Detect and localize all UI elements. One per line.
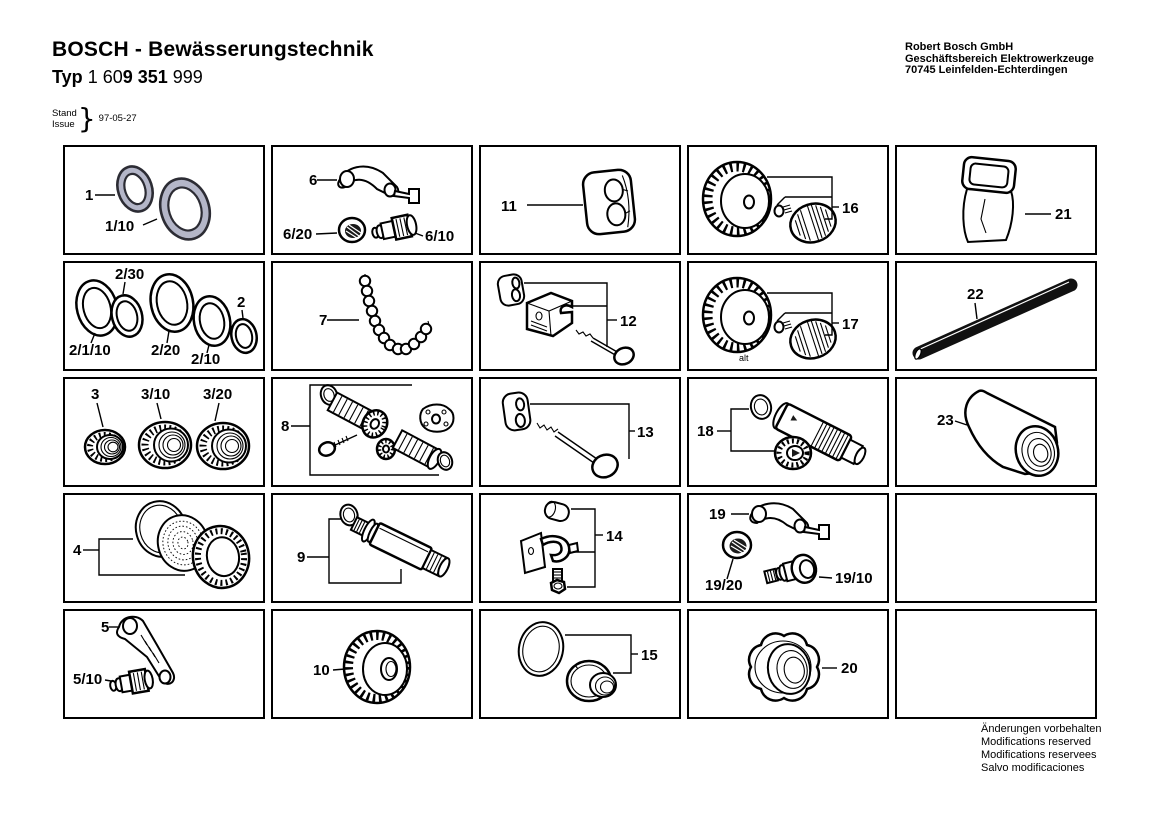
part-drawing-rod-22 <box>897 263 1095 369</box>
part-label-12: 12 <box>620 313 637 330</box>
scalloped-cap-nut <box>749 633 819 700</box>
knurled-wheel <box>775 437 811 469</box>
part-label-21: 21 <box>1055 206 1072 223</box>
part-cell-23 <box>895 377 1097 487</box>
part-label-8: 8 <box>281 418 290 435</box>
part-label-1: 1 <box>85 187 94 204</box>
part-drawing-mount-set-14 <box>481 495 679 601</box>
brace-glyph: } <box>77 102 96 135</box>
part-drawing-bag-21 <box>897 147 1095 253</box>
o-ring <box>514 618 568 680</box>
part-label-3-20: 3/20 <box>203 386 233 403</box>
o-ring-2 <box>228 317 260 355</box>
callout-bracket <box>530 404 635 459</box>
part-cell-15 <box>479 609 681 719</box>
knurled-nut-medium <box>139 422 191 468</box>
type-number-pre: 1 60 <box>87 67 123 87</box>
part-drawing-ring-set-2 <box>65 263 263 369</box>
connector-nipple <box>370 213 418 244</box>
part-drawing-bead-chain-7 <box>273 263 471 369</box>
notice-de: Änderungen vorbehalten <box>981 723 1102 735</box>
part-drawing-sleeve-11 <box>481 147 679 253</box>
part-cell-20 <box>687 609 889 719</box>
threaded-coupling-rear <box>392 429 444 470</box>
part-label-6-20: 6/20 <box>283 226 313 243</box>
part-drawing-clamp-set-12 <box>481 263 679 369</box>
strainer-dome <box>723 532 751 558</box>
part-label-17: 17 <box>842 316 859 333</box>
part-drawing-valve-body-18 <box>689 379 887 485</box>
modifications-notice <box>981 723 1101 775</box>
part-drawing-crank-set-5 <box>65 611 263 717</box>
part-label-6-10: 6/10 <box>425 228 455 245</box>
part-drawing-wheel-set-16 <box>689 147 887 253</box>
knurled-wheel <box>703 162 771 236</box>
part-cell-3 <box>63 377 265 487</box>
part-cell-5 <box>63 609 265 719</box>
clamp-bracket <box>527 293 572 336</box>
empty-cell-row4 <box>895 493 1097 603</box>
o-ring-2-10 <box>189 293 235 349</box>
part-label-1-10: 1/10 <box>105 218 135 235</box>
company-division: Geschäftsbereich Elektrowerkzeuge <box>905 52 1094 65</box>
issue-date-block <box>52 102 137 135</box>
long-screw <box>576 330 636 367</box>
type-number-line <box>52 67 374 88</box>
cap <box>543 500 571 523</box>
part-drawing-o-rings-1 <box>65 147 263 253</box>
part-label-2: 2 <box>237 294 246 311</box>
type-number-bold: 9 351 <box>122 67 168 87</box>
part-cell-4 <box>63 493 265 603</box>
part-label-22: 22 <box>967 286 984 303</box>
long-screw <box>537 423 621 481</box>
part-label-14: 14 <box>606 528 623 545</box>
part-label-6: 6 <box>309 172 318 189</box>
o-ring-2-20 <box>145 270 198 335</box>
type-label: Typ <box>52 67 83 87</box>
small-screw <box>775 321 793 333</box>
part-label-10: 10 <box>313 662 330 679</box>
lever-arm <box>750 503 829 539</box>
notice-en: Modifications reserved <box>981 736 1092 748</box>
part-label-19-10: 19/10 <box>835 570 873 587</box>
part-cell-11 <box>479 145 681 255</box>
part-drawing-screw-set-13 <box>481 379 679 485</box>
part-label-9: 9 <box>297 549 306 566</box>
part-label-19: 19 <box>709 506 726 523</box>
issue-label: Issue <box>52 118 75 130</box>
page-title: BOSCH - Bewässerungstechnik <box>52 38 374 61</box>
threaded-coupling-front <box>326 389 392 442</box>
document-header <box>52 38 374 88</box>
part-drawing-lever-set-19 <box>689 495 887 601</box>
part-cell-19 <box>687 493 889 603</box>
small-gear-ring <box>377 439 395 459</box>
part-label-2-30: 2/30 <box>115 266 145 283</box>
double-hole-sleeve <box>582 169 636 236</box>
part-drawing-coupling-assembly-8 <box>273 379 471 485</box>
part-cell-10 <box>271 609 473 719</box>
company-name: Robert Bosch GmbH <box>905 41 1014 53</box>
part-label-7: 7 <box>319 312 328 329</box>
screw <box>317 435 357 458</box>
part-label-2-10: 2/10 <box>191 351 221 368</box>
sleeve-cap <box>502 391 532 431</box>
part-drawing-seal-set-15 <box>481 611 679 717</box>
part-cell-2 <box>63 261 265 371</box>
cone-cap <box>965 391 1063 481</box>
part-drawing-tube-9 <box>273 495 471 601</box>
part-drawing-wheel-set-17 <box>689 263 887 369</box>
part-cell-17 <box>687 261 889 371</box>
part-label-19-20: 19/20 <box>705 577 743 594</box>
bolt <box>551 569 565 593</box>
type-number-post: 999 <box>167 67 203 87</box>
part-cell-12 <box>479 261 681 371</box>
part-label-4: 4 <box>73 542 82 559</box>
o-ring <box>748 393 774 421</box>
part-cell-6 <box>271 145 473 255</box>
notice-es: Salvo modificaciones <box>981 762 1085 774</box>
parts-grid <box>63 145 1097 719</box>
part-label-2-1-10: 2/1/10 <box>69 342 111 359</box>
part-cell-7 <box>271 261 473 371</box>
lever-arm <box>338 167 419 203</box>
company-address-block <box>905 42 1094 77</box>
part-label-5-10: 5/10 <box>73 671 103 688</box>
part-label-15: 15 <box>641 647 658 664</box>
bead-chain <box>360 274 431 354</box>
part-cell-22 <box>895 261 1097 371</box>
part-label-2-20: 2/20 <box>151 342 181 359</box>
spray-plate <box>420 405 453 432</box>
part-drawing-knob-10 <box>273 611 471 717</box>
part-label-20: 20 <box>841 660 858 677</box>
knurled-knob <box>344 631 410 703</box>
part-drawing-lever-set-6 <box>273 147 471 253</box>
part-cell-9 <box>271 493 473 603</box>
o-ring-large <box>153 172 218 246</box>
flanged-bushing <box>567 661 616 701</box>
part-label-3-10: 3/10 <box>141 386 171 403</box>
wall-bracket <box>521 533 578 573</box>
part-label-13: 13 <box>637 424 654 441</box>
part-label-11: 11 <box>501 198 517 215</box>
knurled-nut-small <box>85 430 125 464</box>
notice-fr: Modifications reservees <box>981 749 1097 761</box>
o-ring-small <box>112 162 159 216</box>
company-city: 70745 Leinfelden-Echterdingen <box>905 64 1068 76</box>
part-label-16: 16 <box>842 200 859 217</box>
part-label-18: 18 <box>697 423 714 440</box>
part-cell-1 <box>63 145 265 255</box>
strainer-dome <box>339 218 365 242</box>
part-cell-14 <box>479 493 681 603</box>
small-screw <box>775 205 793 217</box>
issue-date: 97-05-27 <box>98 113 137 124</box>
part-drawing-filter-set-4 <box>65 495 263 601</box>
part-drawing-nut-set-3 <box>65 379 263 485</box>
part-label-23: 23 <box>937 412 954 429</box>
stand-label: Stand <box>52 107 77 119</box>
part-cell-21 <box>895 145 1097 255</box>
part-cell-16 <box>687 145 889 255</box>
alt-note: alt <box>739 353 749 363</box>
collection-bag <box>961 156 1016 242</box>
empty-cell-row5 <box>895 609 1097 719</box>
sleeve-cap <box>497 273 526 307</box>
part-cell-18 <box>687 377 889 487</box>
profile-rod <box>913 282 1071 360</box>
knurled-nut-large <box>197 423 249 469</box>
part-label-5: 5 <box>101 619 110 636</box>
part-cell-13 <box>479 377 681 487</box>
part-drawing-cone-cap-23 <box>897 379 1095 485</box>
part-drawing-cap-nut-20 <box>689 611 887 717</box>
knurled-wheel <box>703 278 771 352</box>
part-label-3: 3 <box>91 386 100 403</box>
connector-nipple <box>763 552 819 592</box>
connector-nipple <box>108 668 154 697</box>
part-cell-8 <box>271 377 473 487</box>
